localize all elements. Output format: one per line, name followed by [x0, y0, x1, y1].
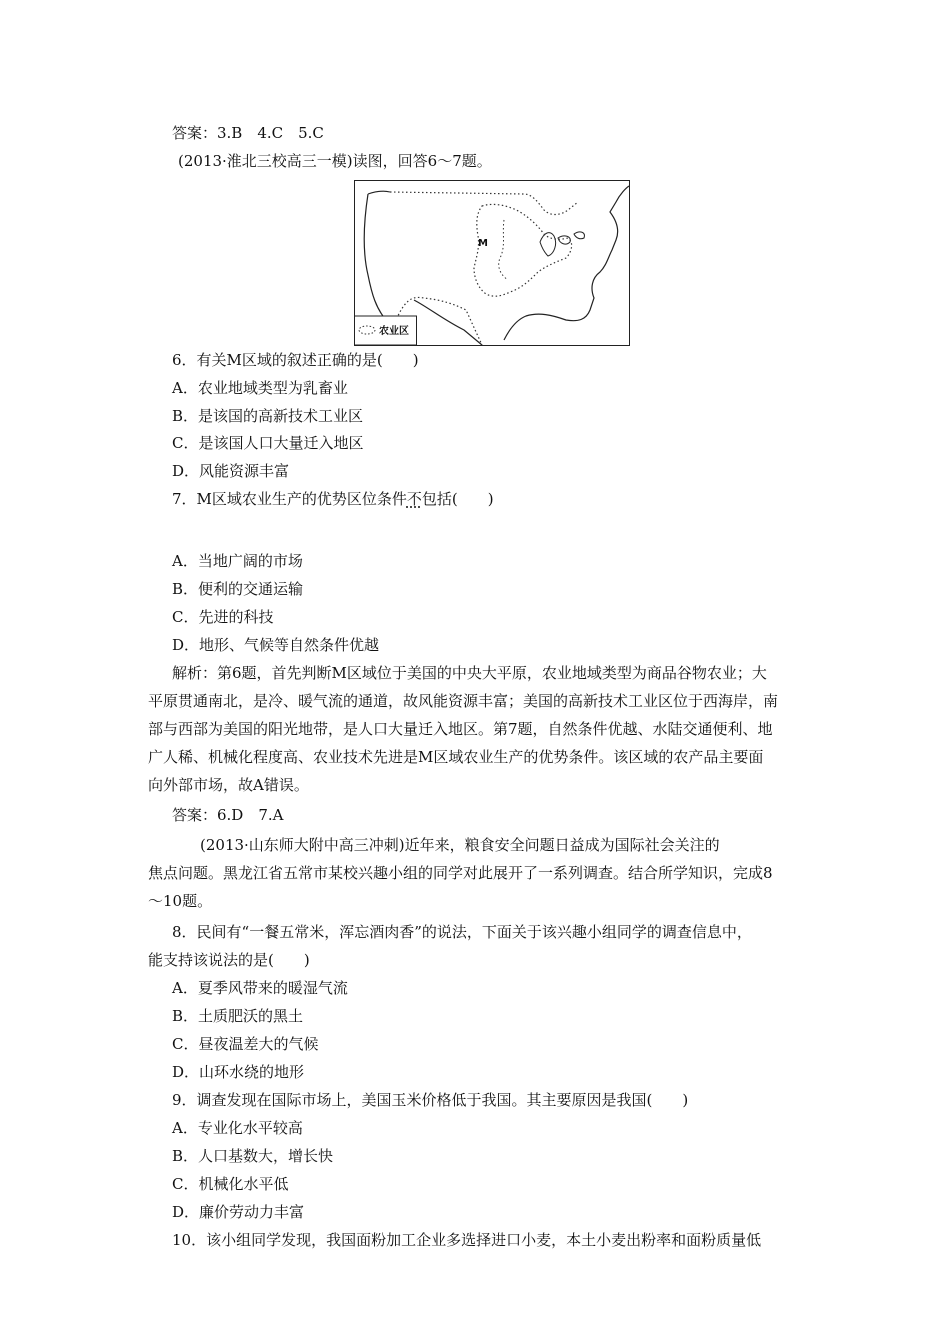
legend-label: 农业区 [379, 326, 409, 337]
q6-option-c: C．是该国人口大量迁入地区 [172, 434, 364, 452]
q7-option-b: B．便利的交通运输 [172, 580, 304, 598]
q9-option-a: A．专业化水平较高 [172, 1119, 303, 1137]
intro-line-2: 焦点问题。黑龙江省五常市某校兴趣小组的同学对此展开了一系列调查。结合所学知识，完成8 [148, 864, 773, 882]
us-map-figure [354, 180, 630, 346]
q7-stem-pre: 7．M区域农业生产的优势区位条件 [172, 490, 407, 508]
q10-stem: 10．该小组同学发现，我国面粉加工企业多选择进口小麦，本土小麦出粉率和面粉质量低 [172, 1231, 762, 1249]
q7-stem [172, 489, 494, 509]
q8-stem-line-2: 能支持该说法的是( ) [148, 951, 310, 969]
q9-stem: 9．调查发现在国际市场上，美国玉米价格低于我国。其主要原因是我国( ) [172, 1091, 689, 1109]
q7-option-c: C．先进的科技 [172, 608, 274, 626]
source-6-7: (2013·淮北三校高三一模)读图，回答6～7题。 [178, 152, 492, 170]
q7-option-a: A．当地广阔的市场 [172, 552, 303, 570]
q6-option-a: A．农业地域类型为乳畜业 [172, 379, 348, 397]
analysis-line-2: 平原贯通南北，是冷、暖气流的通道，故风能资源丰富；美国的高新技术工业区位于西海岸，南 [148, 692, 779, 710]
intro-line-1: (2013·山东师大附中高三冲刺)近年来，粮食安全问题日益成为国际社会关注的 [200, 836, 720, 854]
q9-option-b: B．人口基数大，增长快 [172, 1147, 334, 1165]
region-m-label: M [478, 238, 488, 249]
analysis-line-5: 向外部市场，故A错误。 [148, 776, 309, 794]
q8-option-d: D．山环水绕的地形 [172, 1063, 305, 1081]
q7-stem-post: 包括( ) [421, 490, 494, 508]
q9-option-c: C．机械化水平低 [172, 1175, 289, 1193]
q6-stem: 6．有关M区域的叙述正确的是( ) [172, 351, 419, 369]
q9-option-d: D．廉价劳动力丰富 [172, 1203, 305, 1221]
q7-stem-emphasis: 不 [406, 490, 422, 508]
q6-option-b: B．是该国的高新技术工业区 [172, 407, 364, 425]
q6-option-d: D．风能资源丰富 [172, 462, 290, 480]
q8-option-c: C．昼夜温差大的气候 [172, 1035, 319, 1053]
q8-option-a: A．夏季风带来的暖湿气流 [172, 979, 348, 997]
intro-line-3: ～10题。 [148, 892, 213, 910]
answer-6-7: 答案：6.D 7.A [172, 806, 284, 824]
q8-option-b: B．土质肥沃的黑土 [172, 1007, 304, 1025]
analysis-line-1: 解析：第6题，首先判断M区域位于美国的中央大平原，农业地域类型为商品谷物农业；大 [172, 664, 767, 682]
q8-stem-line-1: 8．民间有“一餐五常米，浑忘酒肉香”的说法，下面关于该兴趣小组同学的调查信息中， [172, 923, 752, 941]
answer-3-5: 答案：3.B 4.C 5.C [172, 124, 324, 142]
q7-option-d: D．地形、气候等自然条件优越 [172, 636, 380, 654]
analysis-line-3: 部与西部为美国的阳光地带，是人口大量迁入地区。第7题，自然条件优越、水陆交通便利、地 [148, 720, 773, 738]
analysis-line-4: 广人稀、机械化程度高、农业技术先进是M区域农业生产的优势条件。该区域的农产品主要面 [148, 748, 764, 766]
